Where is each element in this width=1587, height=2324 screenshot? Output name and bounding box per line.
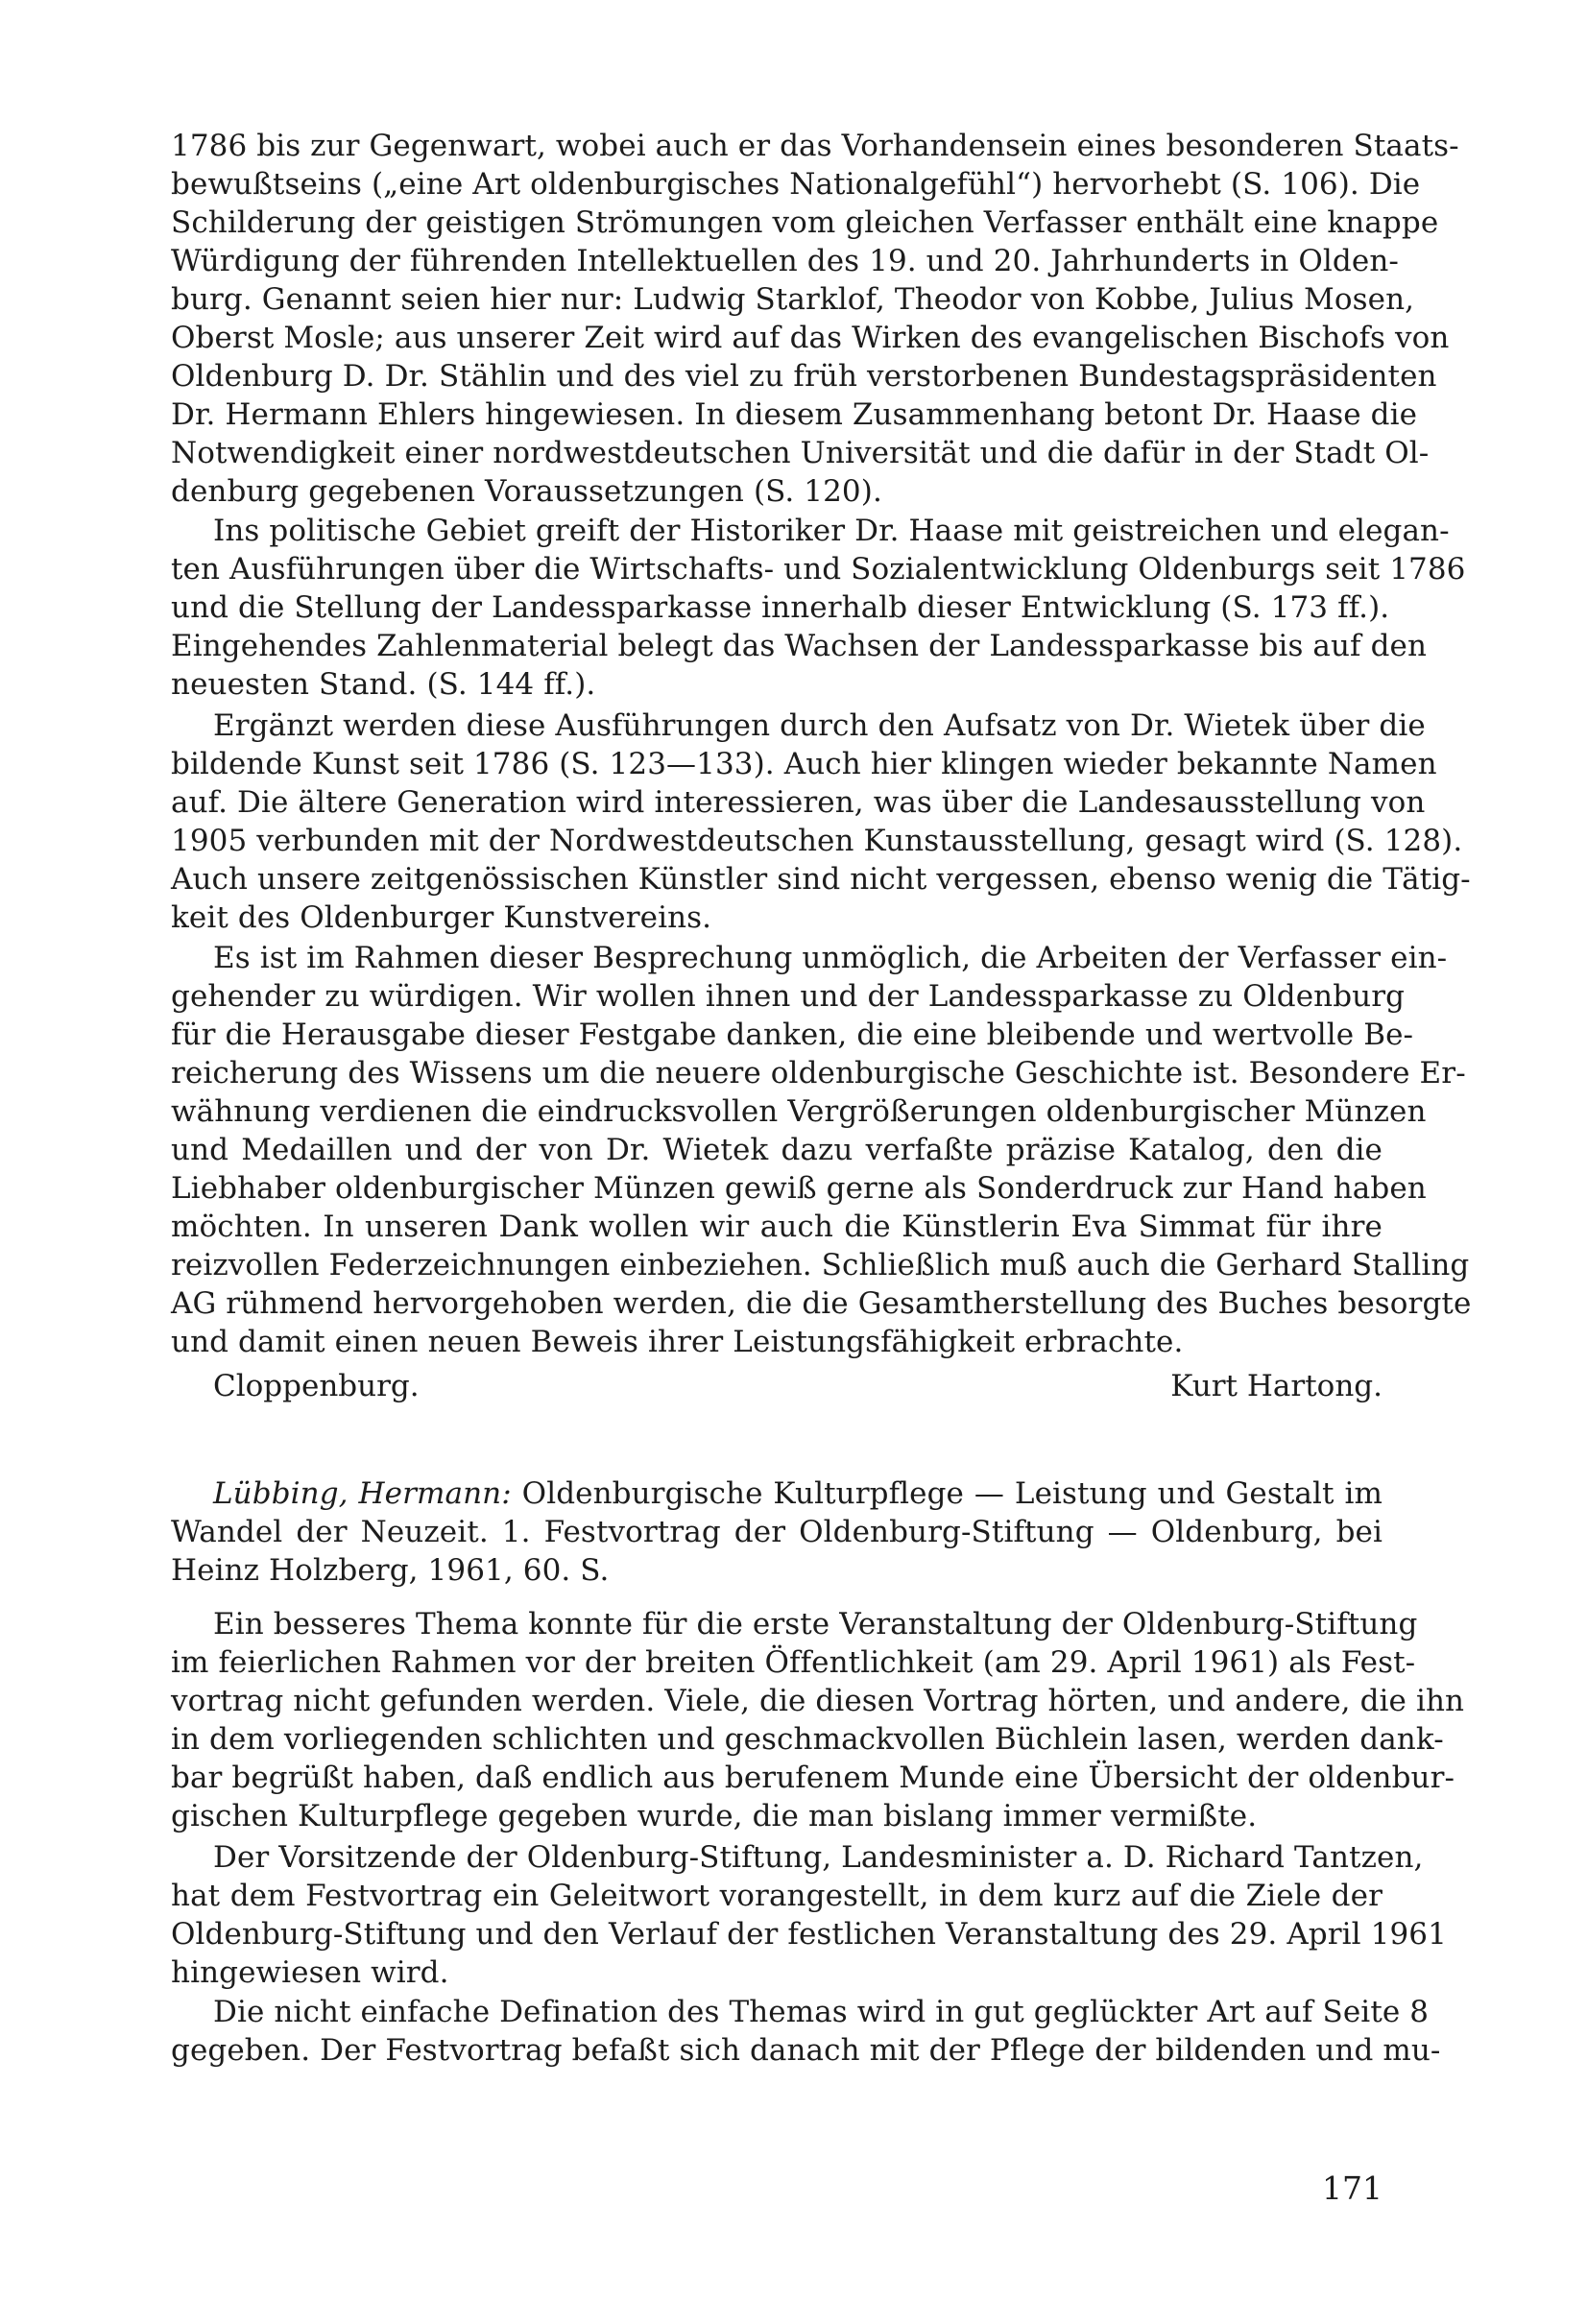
paragraph-line: 1786 bis zur Gegenwart, wobei auch er das Vorhandensein eines besonderen Staats- — [171, 129, 1459, 163]
paragraph-line: Oldenburg-Stiftung und den Verlauf der festlichen Veranstaltung des 29. April 1961 — [171, 1917, 1447, 1952]
paragraph-line: neuesten Stand. (S. 144 ff.). — [171, 667, 596, 702]
paragraph-line: Oberst Mosle; aus unserer Zeit wird auf das Wirken des evangelischen Bischofs von — [171, 321, 1450, 355]
paragraph-line: denburg gegebenen Voraussetzungen (S. 120). — [171, 474, 882, 509]
paragraph-line: auf. Die ältere Generation wird interessieren, was über die Landesausstellung von — [171, 785, 1426, 820]
paragraph-line: für die Herausgabe dieser Festgabe danken, die eine bleibende und wertvolle Be- — [171, 1018, 1414, 1052]
paragraph-line: Oldenburg D. Dr. Stählin und des viel zu früh verstorbenen Bundestagspräsidenten — [171, 359, 1437, 394]
paragraph-line: bar begrüßt haben, daß endlich aus berufenem Munde eine Übersicht der oldenbur- — [171, 1761, 1455, 1795]
paragraph-line: bildende Kunst seit 1786 (S. 123—133). Auch hier klingen wieder bekannte Namen — [171, 747, 1437, 781]
paragraph-line: Schilderung der geistigen Strömungen vom gleichen Verfasser enthält eine knappe — [171, 205, 1439, 240]
paragraph-line: burg. Genannt seien hier nur: Ludwig Starklof, Theodor von Kobbe, Julius Mosen, — [171, 282, 1415, 317]
paragraph-line: Eingehendes Zahlenmaterial belegt das Wachsen der Landessparkasse bis auf den — [171, 629, 1428, 663]
paragraph-line: Dr. Hermann Ehlers hingewiesen. In diesem Zusammenhang betont Dr. Haase die — [171, 397, 1418, 432]
paragraph-line: und damit einen neuen Beweis ihrer Leistungsfähigkeit erbrachte. — [171, 1325, 1184, 1359]
paragraph-line: in dem vorliegenden schlichten und geschmackvollen Büchlein lasen, werden dank- — [171, 1722, 1444, 1757]
paragraph-line: reizvollen Federzeichnungen einbeziehen. Schließlich muß auch die Gerhard Stalling — [171, 1248, 1470, 1282]
paragraph-line: keit des Oldenburger Kunstvereins. — [171, 900, 712, 935]
paragraph-line: möchten. In unseren Dank wollen wir auch die Künstlerin Eva Simmat für ihre — [171, 1210, 1383, 1244]
paragraph-line: Ins politische Gebiet greift der Historiker Dr. Haase mit geistreichen und elegan- — [213, 514, 1450, 548]
review-heading-line: Heinz Holzberg, 1961, 60. S. — [171, 1553, 610, 1588]
paragraph-line: Würdigung der führenden Intellektuellen des 19. und 20. Jahrhunderts in Olden- — [171, 244, 1399, 278]
paragraph-line: im feierlichen Rahmen vor der breiten Öffentlichkeit (am 29. April 1961) als Fest- — [171, 1645, 1416, 1680]
paragraph-line: 1905 verbunden mit der Nordwestdeutschen Kunstausstellung, gesagt wird (S. 128). — [171, 824, 1463, 858]
paragraph-line: gischen Kulturpflege gegeben wurde, die man bislang immer vermißte. — [171, 1799, 1258, 1833]
paragraph-line: Der Vorsitzende der Oldenburg-Stiftung, Landesminister a. D. Richard Tantzen, — [213, 1840, 1424, 1875]
review-heading-line — [171, 1474, 1383, 1513]
paragraph-line: hingewiesen wird. — [171, 1955, 449, 1990]
paragraph-line: gehender zu würdigen. Wir wollen ihnen und der Landessparkasse zu Oldenburg — [171, 979, 1406, 1014]
paragraph-line: Es ist im Rahmen dieser Besprechung unmöglich, die Arbeiten der Verfasser ein- — [213, 941, 1448, 975]
page-number: 171 — [1322, 2169, 1383, 2207]
paragraph-line: Notwendigkeit einer nordwestdeutschen Universität und die dafür in der Stadt Ol- — [171, 436, 1430, 470]
paragraph-line: gegeben. Der Festvortrag befaßt sich danach mit der Pflege der bildenden und mu- — [171, 2033, 1441, 2068]
review-heading-line: Wandel der Neuzeit. 1. Festvortrag der Oldenburg-Stiftung — Oldenburg, bei — [171, 1515, 1383, 1549]
paragraph-line: hat dem Festvortrag ein Geleitwort vorangestellt, in dem kurz auf die Ziele der — [171, 1879, 1383, 1913]
paragraph-line: und die Stellung der Landessparkasse innerhalb dieser Entwicklung (S. 173 ff.). — [171, 590, 1390, 625]
paragraph-line: vortrag nicht gefunden werden. Viele, die diesen Vortrag hörten, und andere, die ihn — [171, 1684, 1465, 1718]
paragraph-line: AG rühmend hervorgehoben werden, die die Gesamtherstellung des Buches besorgte — [171, 1286, 1472, 1321]
paragraph-line: Liebhaber oldenburgischer Münzen gewiß gerne als Sonderdruck zur Hand haben — [171, 1171, 1427, 1206]
paragraph-line: ten Ausführungen über die Wirtschafts- und Sozialentwicklung Oldenburgs seit 1786 — [171, 552, 1466, 587]
paragraph-line: Auch unsere zeitgenössischen Künstler sind nicht vergessen, ebenso wenig die Tätig- — [171, 862, 1471, 897]
paragraph-line: Ergänzt werden diese Ausführungen durch den Aufsatz von Dr. Wietek über die — [213, 708, 1426, 743]
reviewed-author: Lübbing, Hermann: — [213, 1476, 512, 1511]
paragraph-line: Ein besseres Thema konnte für die erste Veranstaltung der Oldenburg-Stiftung — [213, 1607, 1418, 1641]
paragraph-line: und Medaillen und der von Dr. Wietek dazu verfaßte präzise Katalog, den die — [171, 1133, 1383, 1167]
signature-line — [171, 1367, 1383, 1405]
paragraph-line: Die nicht einfache Defination des Themas wird in gut geglückter Art auf Seite 8 — [213, 1995, 1430, 2029]
reviewed-title: Oldenburgische Kulturpflege — Leistung und Gestalt im — [511, 1476, 1383, 1511]
paragraph-line: wähnung verdienen die eindrucksvollen Vergrößerungen oldenburgischer Münzen — [171, 1094, 1427, 1129]
review-author: Kurt Hartong. — [1170, 1369, 1383, 1403]
paragraph-line: bewußtseins („eine Art oldenburgisches Nationalgefühl“) hervorhebt (S. 106). Die — [171, 167, 1421, 202]
review-place: Cloppenburg. — [213, 1369, 420, 1403]
paragraph-line: reicherung des Wissens um die neuere oldenburgische Geschichte ist. Besondere Er- — [171, 1056, 1466, 1090]
